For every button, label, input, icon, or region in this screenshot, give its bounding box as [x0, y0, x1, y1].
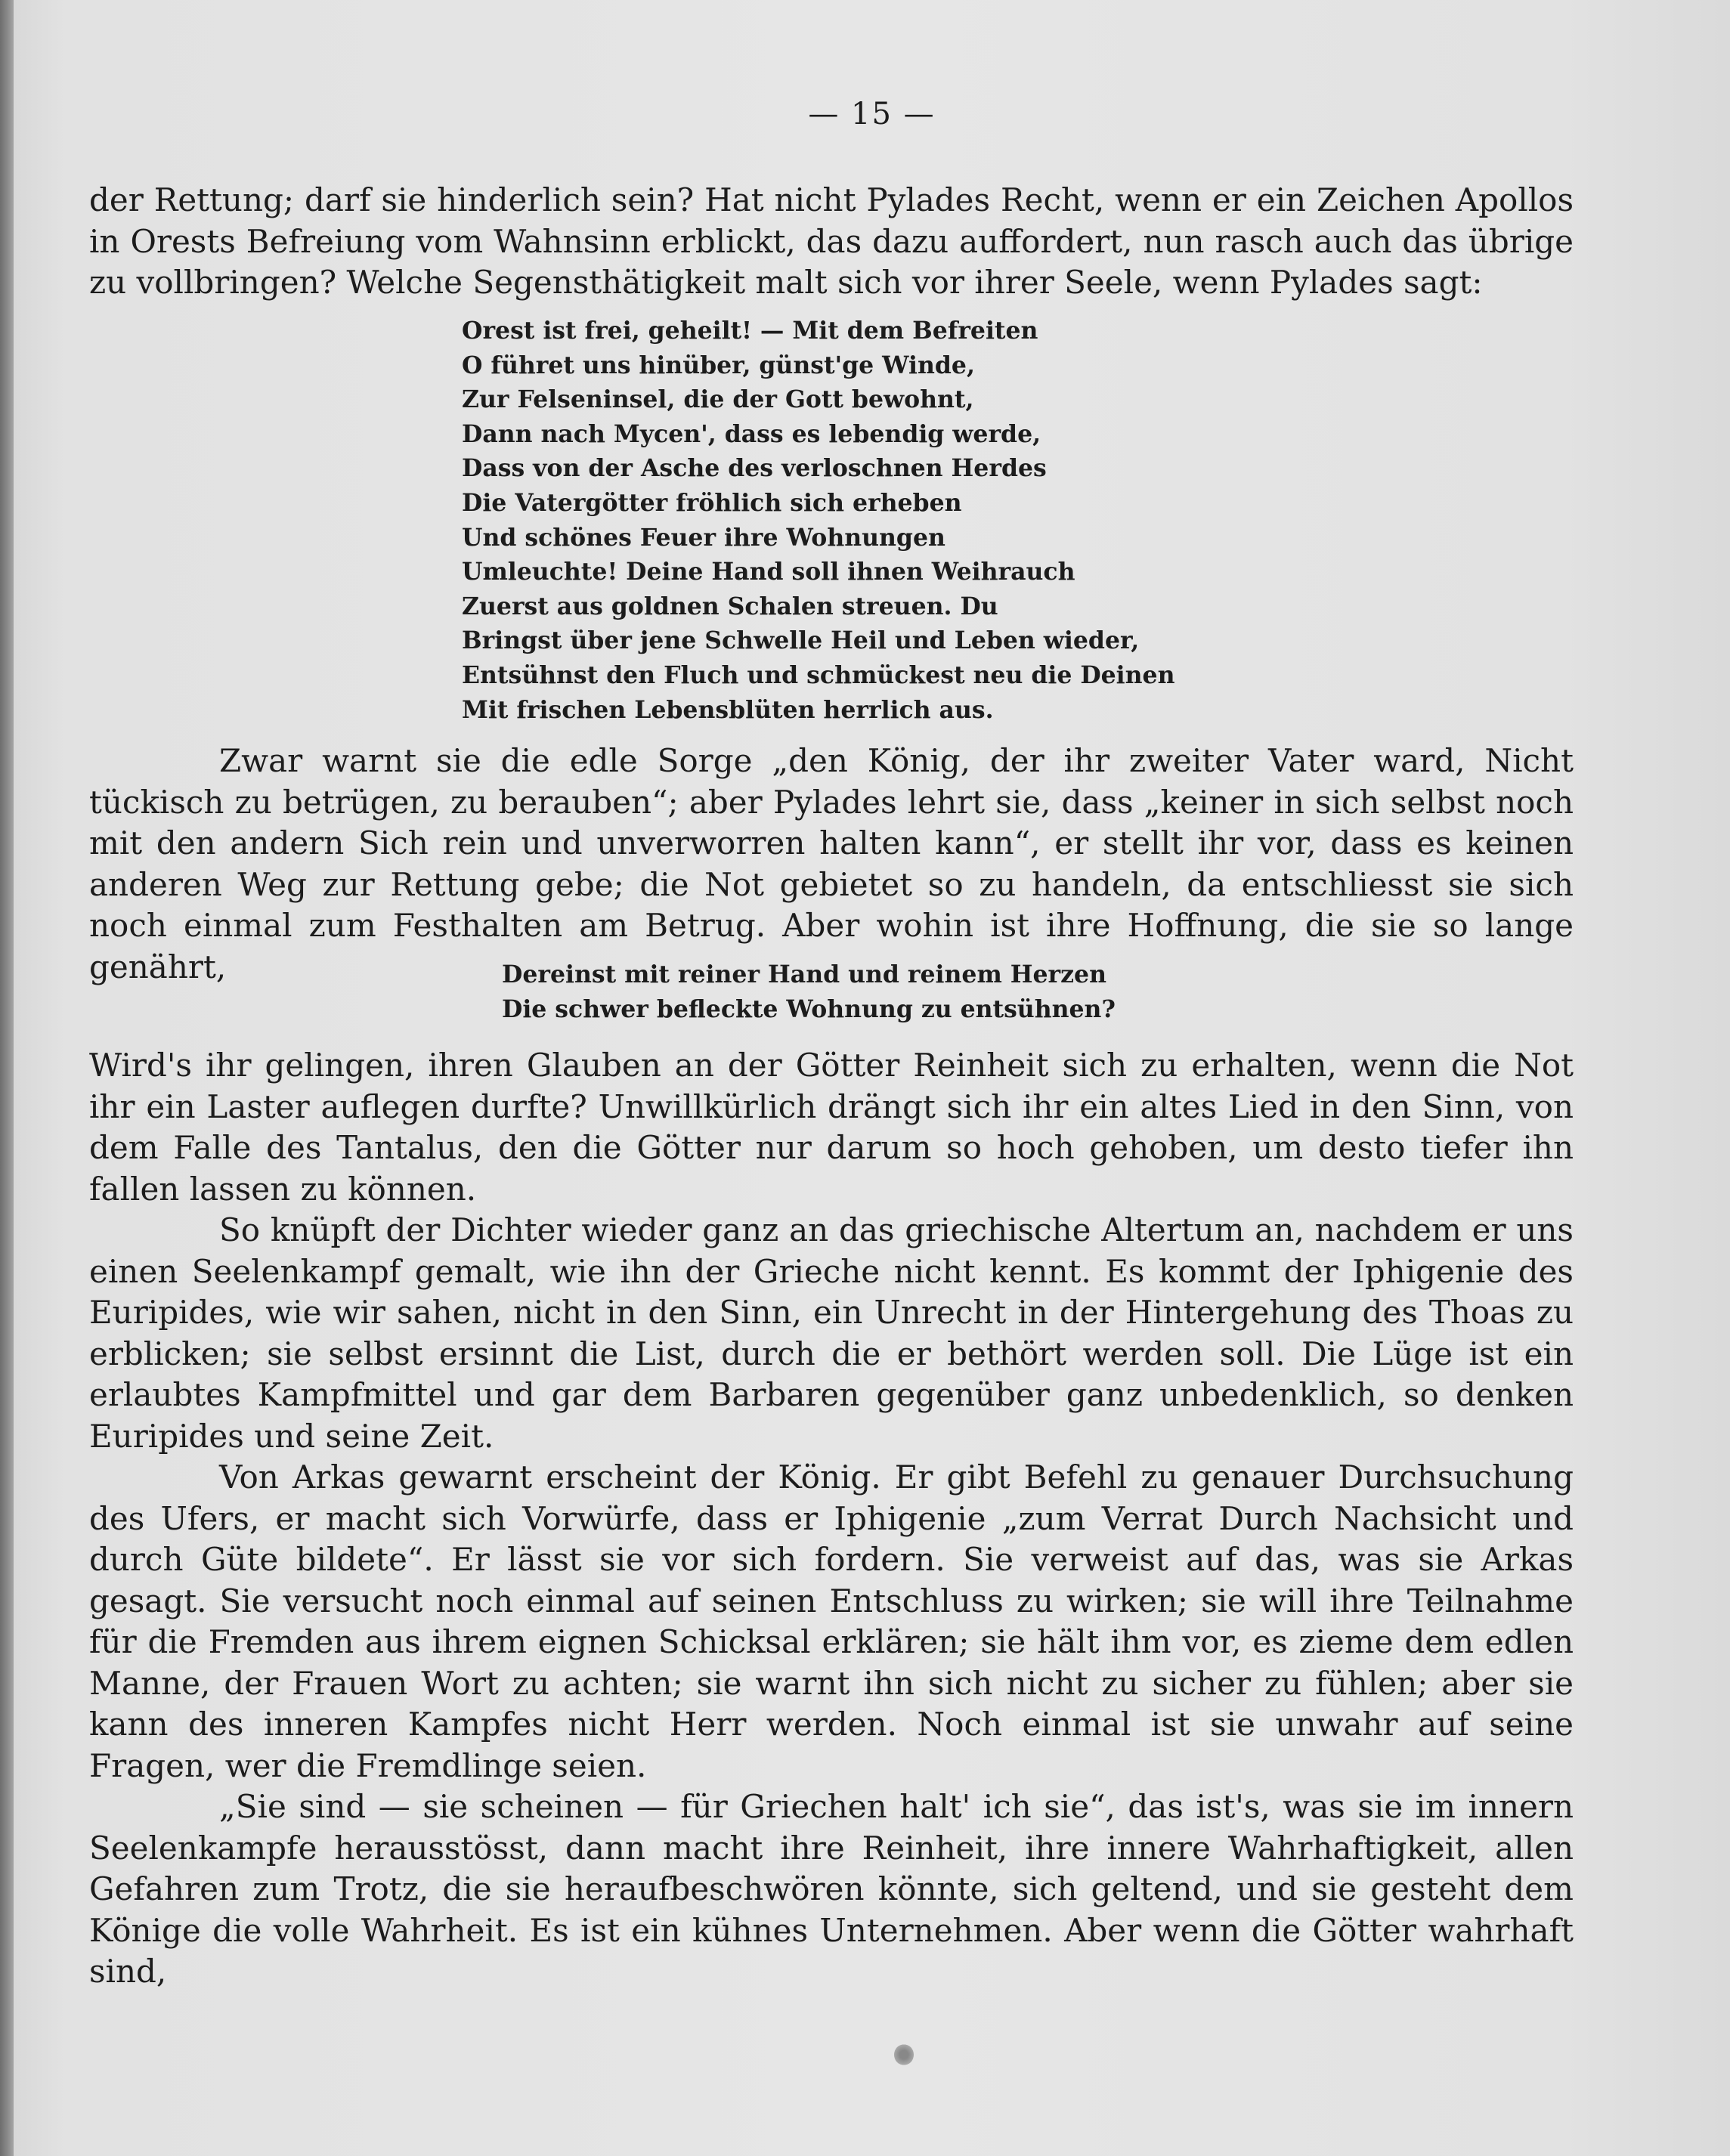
- verse-line: Bringst über jene Schwelle Heil und Leben wieder,: [462, 626, 1140, 655]
- verse-line: Die schwer befleckte Wohnung zu entsühnen?: [502, 994, 1116, 1023]
- page-number: — 15 —: [808, 97, 936, 131]
- verse-quote-2: [502, 957, 1116, 1026]
- paragraph-4: So knüpft der Dichter wieder ganz an das griechische Altertum an, nachdem er uns einen Seelenkampf gemalt, wie ihn der Grieche nicht kennt. Es kommt der Iphigenie des Euripides, wie wir sahen, nicht in den Sinn, ein Unrecht in der Hintergehung des Thoas zu erblicken; sie selbst ersinnt die List, durch die er bethört werden soll. Die Lüge ist ein erlaubtes Kampfmittel und gar dem Barbaren gegenüber ganz unbedenklich, so denken Euripides und seine Zeit.: [89, 1211, 1574, 1455]
- verse-line: Zuerst aus goldnen Schalen streuen. Du: [462, 592, 998, 620]
- paragraph-6: „Sie sind — sie scheinen — für Griechen halt' ich sie“, das ist's, was sie im innern Seelenkampfe herausstösst, dann macht ihre Reinheit, ihre innere Wahrhaftigkeit, allen Gefahren zum Trotz, die sie heraufbeschwören könnte, sich geltend, und sie gesteht dem Könige die volle Wahrheit. Es ist ein kühnes Unternehmen. Aber wenn die Götter wahrhaft sind,: [89, 1788, 1574, 1990]
- verse-line: Orest ist frei, geheilt! — Mit dem Befreiten: [462, 317, 1038, 345]
- body-text-block: [89, 1045, 1574, 1993]
- ink-stain: [894, 2044, 914, 2065]
- verse-line: Die Vatergötter fröhlich sich erheben: [462, 488, 962, 517]
- paragraph-2-block: [89, 741, 1574, 988]
- paragraph-2: Zwar warnt sie die edle Sorge „den König, der ihr zweiter Vater ward, Nicht tückisch zu betrügen, zu berauben“; aber Pylades lehrt sie, dass „keiner in sich selbst noch mit den andern Sich rein und unverworren halten kann“, er stellt ihr vor, dass es keinen anderen Weg zur Rettung gebe; die Not gebietet so zu handeln, da entschliesst sie sich noch einmal zum Festhalten am Betrug. Aber wohin ist ihre Hoffnung, die sie so lange genährt,: [89, 742, 1574, 985]
- verse-quote-1: [462, 314, 1175, 727]
- paragraph-3: Wird's ihr gelingen, ihren Glauben an der Götter Reinheit sich zu erhalten, wenn die Not ihr ein Laster auflegen durfte? Unwillkürlich drängt sich ihr ein altes Lied in den Sinn, von dem Falle des Tantalus, den die Götter nur darum so hoch gehoben, um desto tiefer ihn fallen lassen zu können.: [89, 1047, 1574, 1208]
- book-binding-shadow: [0, 0, 14, 2156]
- verse-line: Und schönes Feuer ihre Wohnungen: [462, 523, 945, 552]
- verse-line: Dereinst mit reiner Hand und reinem Herzen: [502, 960, 1106, 988]
- verse-line: Umleuchte! Deine Hand soll ihnen Weihrauch: [462, 558, 1075, 586]
- verse-line: Entsühnst den Fluch und schmückest neu die Deinen: [462, 660, 1175, 689]
- paragraph-1: der Rettung; darf sie hinderlich sein? Hat nicht Pylades Recht, wenn er ein Zeichen Apollos in Orests Befreiung vom Wahnsinn erblickt, das dazu auffordert, nun rasch auch das übrige zu vollbringen? Welche Segensthätigkeit malt sich vor ihrer Seele, wenn Pylades sagt:: [89, 181, 1574, 301]
- verse-line: Dass von der Asche des verloschnen Herdes: [462, 454, 1047, 483]
- verse-line: Mit frischen Lebensblüten herrlich aus.: [462, 695, 994, 724]
- book-page: [14, 0, 1730, 2156]
- paragraph-1-block: [89, 180, 1574, 304]
- verse-line: O führet uns hinüber, günst'ge Winde,: [462, 351, 975, 379]
- verse-line: Dann nach Mycen', dass es lebendig werde,: [462, 419, 1041, 448]
- paragraph-5: Von Arkas gewarnt erscheint der König. Er gibt Befehl zu genauer Durchsuchung des Ufers, er macht sich Vorwürfe, dass er Iphigenie „zum Verrat Durch Nachsicht und durch Güte bildete“. Er lässt sie vor sich fordern. Sie verweist auf das, was sie Arkas gesagt. Sie versucht noch einmal auf seinen Entschluss zu wirken; sie will ihre Teilnahme für die Fremden aus ihrem eignen Schicksal erklären; sie hält ihm vor, es zieme dem edlen Manne, der Frauen Wort zu achten; sie warnt ihn sich nicht zu sicher zu fühlen; aber sie kann des inneren Kampfes nicht Herr werden. Noch einmal ist sie unwahr auf seine Fragen, wer die Fremdlinge seien.: [89, 1458, 1574, 1784]
- verse-line: Zur Felseninsel, die der Gott bewohnt,: [462, 385, 974, 414]
